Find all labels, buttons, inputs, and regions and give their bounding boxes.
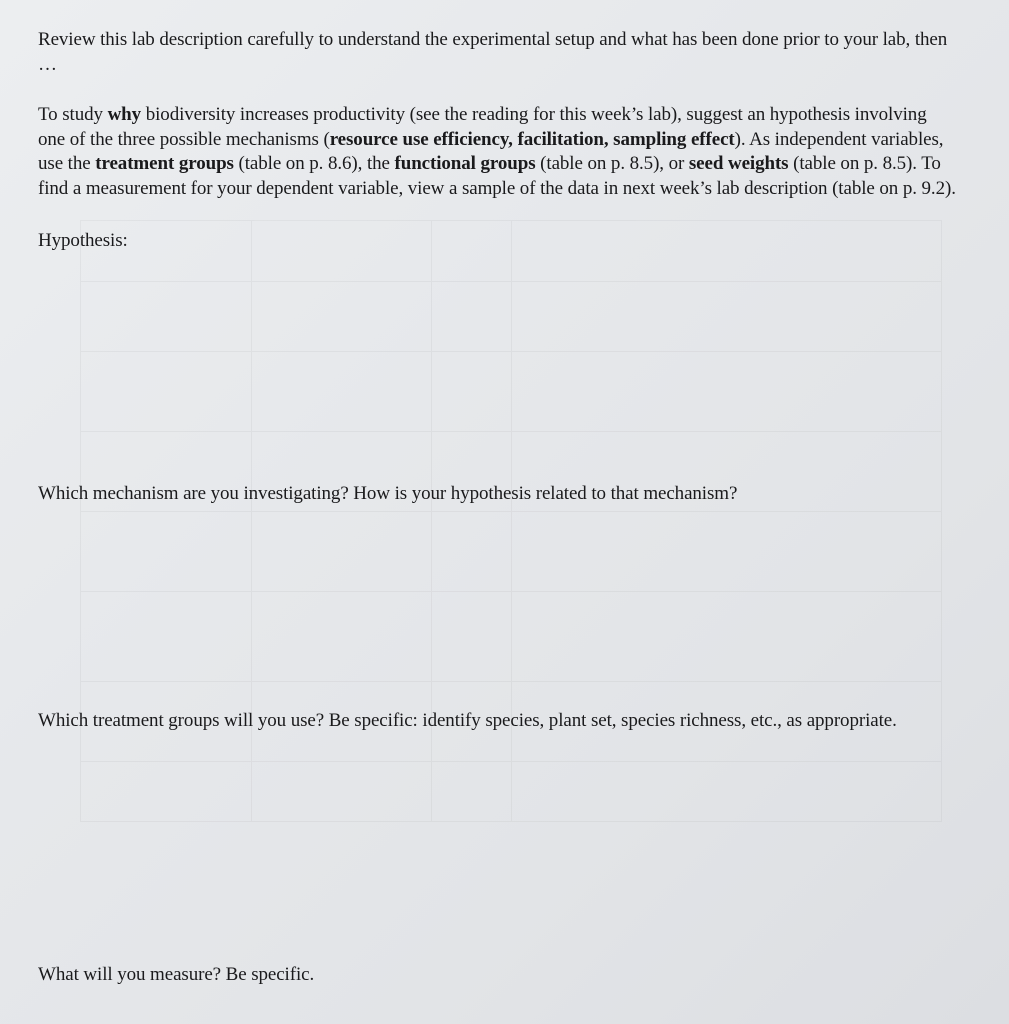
bleed-row [81, 761, 941, 762]
intro-text: Review this lab description carefully to understand the experimental setup and what has been done prior to your lab, then … [38, 29, 948, 75]
emphasis-functional-groups: functional groups [394, 153, 536, 174]
bleed-row [81, 431, 941, 432]
question-treatment [38, 709, 958, 734]
intro-paragraph [38, 28, 958, 77]
bleed-row [81, 351, 941, 352]
bleed-row [81, 591, 941, 592]
emphasis-treatment-groups: treatment groups [95, 153, 234, 174]
task-text: (table on p. 8.5), or [535, 153, 689, 174]
hypothesis-label-text: Hypothesis: [38, 230, 128, 251]
question-measure [38, 963, 958, 988]
question-measure-text: What will you measure? Be specific. [38, 964, 315, 985]
task-paragraph [38, 103, 958, 201]
task-text: (table on p. 8.5). To find a measurement for your dependent variable, view a sample of the data in next week’s lab description (table on p. 9.2). [38, 153, 956, 199]
question-mechanism [38, 482, 958, 507]
task-text: (table on p. 8.6), the [233, 153, 395, 174]
bleed-row [81, 681, 941, 682]
hypothesis-label [38, 229, 958, 254]
task-text: To study [38, 104, 108, 125]
task-text: ). As independent variables, use the [38, 128, 944, 174]
emphasis-why: why [107, 104, 142, 125]
task-text: biodiversity increases productivity (see the reading for this week’s lab), suggest an hypothesis involving one of the three possible mechanisms ( [38, 104, 927, 150]
emphasis-mechanisms: resource use efficiency, facilitation, sampling effect [329, 128, 735, 150]
question-treatment-text: Which treatment groups will you use? Be specific: identify species, plant set, species richness, etc., as appropriate. [38, 710, 897, 731]
bleed-row [81, 511, 941, 512]
bleed-row [81, 281, 941, 282]
question-mechanism-text: Which mechanism are you investigating? How is your hypothesis related to that mechanism? [38, 483, 738, 504]
emphasis-seed-weights: seed weights [688, 153, 789, 174]
